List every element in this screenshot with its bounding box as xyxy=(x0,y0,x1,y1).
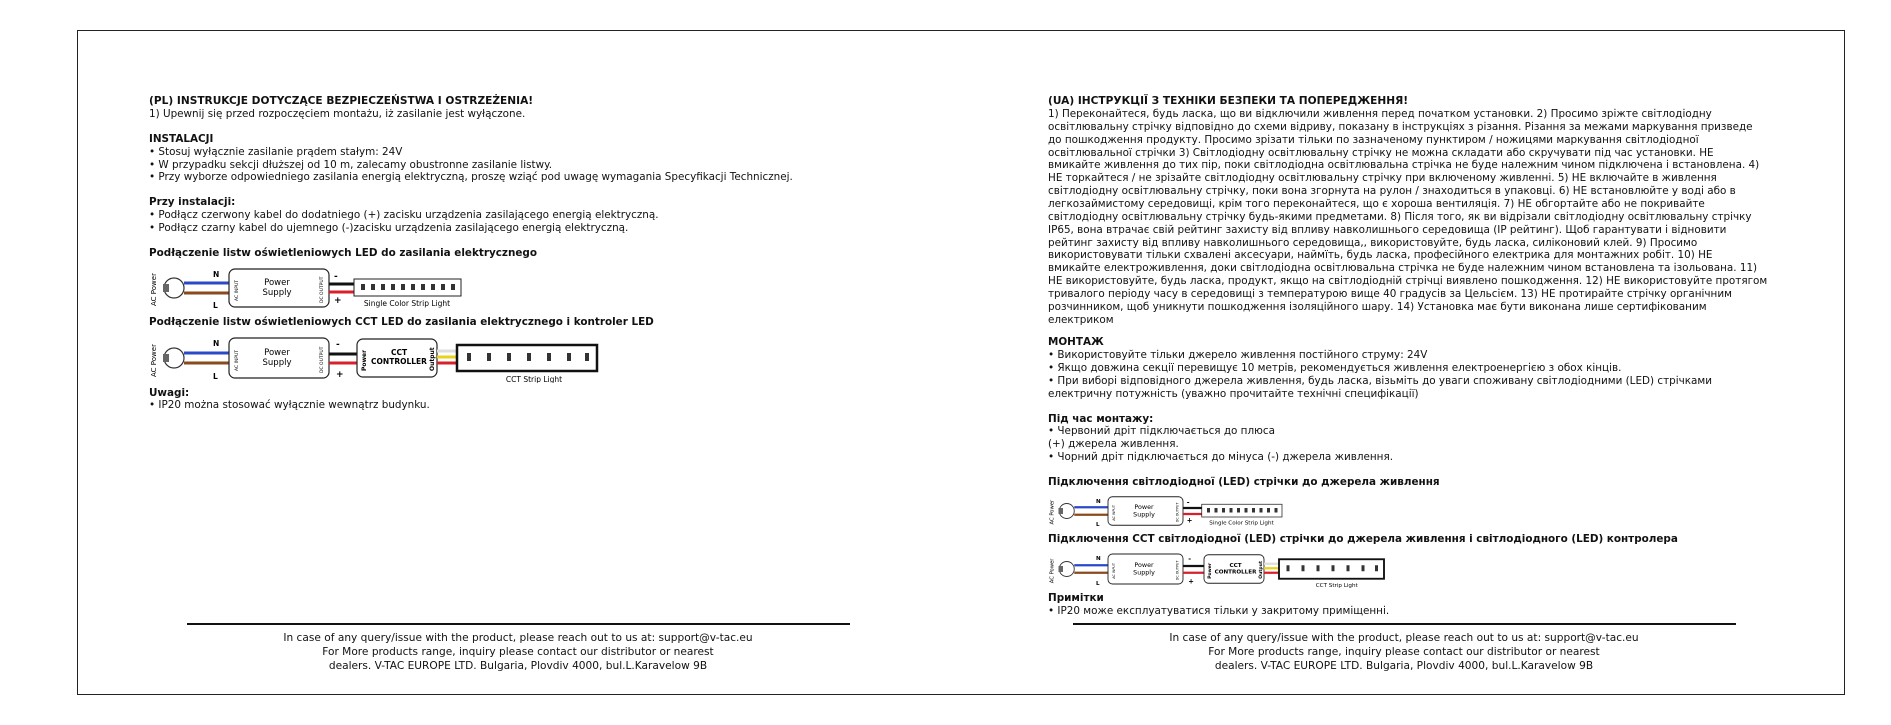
pl-title: (PL) INSTRUKCJE DOTYCZĄCE BEZPIECZEŃSTWA I OSTRZEŻENIA! xyxy=(149,95,534,107)
ua-footer-rule xyxy=(1073,623,1736,625)
cct-label: CCT xyxy=(390,347,408,357)
ua-during-section xyxy=(1048,413,1768,464)
minus-label: - xyxy=(336,339,340,350)
pl-footer-line2: For More products range, inquiry please contact our distributor or nearest xyxy=(322,645,714,658)
pl-install-item: • Przy wyborze odpowiedniego zasilania energią elektryczną, proszę wziąć pod uwagę wymagania Specyfikacji Technicznej. xyxy=(149,171,793,184)
pl-install-item: • W przypadku sekcji dłuższej od 10 m, zalecamy obustronne zasilanie listwy. xyxy=(149,158,553,171)
pl-column xyxy=(149,95,899,412)
dc-output-label: DC OUTPUT xyxy=(1175,502,1180,523)
l-label: L xyxy=(1096,580,1100,587)
pl-notes-title: Uwagi: xyxy=(149,386,190,399)
pl-diagram1-section xyxy=(149,247,899,312)
ua-diagram2-section xyxy=(1048,533,1768,588)
ua-notes-section xyxy=(1048,592,1768,618)
controller-power-label: Power xyxy=(1207,562,1213,579)
plug-prong xyxy=(1059,566,1064,572)
ua-during-item: • Чорний дріт підключається до мінуса (-) джерела живлення. xyxy=(1048,451,1394,464)
ua-cct-diagram xyxy=(1048,550,1468,588)
ua-intro-p1: 1) Переконайтеся, будь ласка, що ви відключили живлення перед початком установки. 2) Просимо зріжте світлодіодну освітлювальну стрічку відповідно до схеми відриву, показану в інструкціях з різання. Різання за межами маркування призведе до пошкодження продукту. Просимо зрізати тільки по зазначеному пунктиром / ножицями маркування світлодіодної освітлювальної стрічки 3) Світлодіодну освітлювальну стрічку не можна складати або скручувати під час установки. НЕ вмикайте живлення до тих пір, поки світлодіодна освітлювальна стрічка не буде належним чином підключена і встановлена. 4) НЕ торкайтеся / не зрізайте світлодіодну освітлювальну стрічку при включеному живленні. 5) НЕ включайте в живлення світлодіодну освітлювальну стрічку, поки вона згорнута на рулон / знаходиться в упаковці. 6) НЕ встановлюйте у воді або в легкозаймистому середовищі, крім того переконайтеся, що є хороша вентиляція. 7) НЕ обгортайте або не покривайте світлодіодну освітлювальну стрічку будь-якими предметами. 8) Після того, як ви відрізали світлодіодну освітлювальну стрічку IP65, вона втрачає свій рейтинг захисту від впливу навколишнього середовища (IP рейтинг). Щоб гарантувати і відновити рейтинг захисту від впливу навколишнього середовища,, використовуйте, будь ласка, силіконовий клей. 9) Просимо використовувати тільки схвалені аксесуари, наймїть, будь ласка, професійного електрика для монтажних робіт. 10) НЕ вмикайте електроживлення, доки світлодіодна освітлювальна стрічка не буде належним чином встановлена та ізольована. 11) НЕ використовуйте, будь ласка, продукт, якщо на світлодіодній стрічці виявлено пошкодження. 12) НЕ використовуйте протягом тривалого періоду часу в середовищі з температурою вище 40 градусів за Цельсієм. 13) НЕ протирайте стрічку органічним розчинником, щоб уникнути пошкодження ізоляційного шару. 14) Установка має бути виконана лише сертифікованим електриком xyxy=(1048,108,1768,326)
n-label: N xyxy=(213,338,220,348)
ua-diagram1-section xyxy=(1048,476,1768,529)
pl-during-item: • Podłącz czarny kabel do ujemnego (-)zacisku urządzenia zasilającego energią elektryczną. xyxy=(149,221,629,234)
ua-title: (UA) ІНСТРУКЦІЇ З ТЕХНІКИ БЕЗПЕКИ ТА ПОПЕРЕДЖЕННЯ! xyxy=(1048,95,1409,107)
ua-intro xyxy=(1048,108,1768,326)
pl-install-section xyxy=(149,133,899,184)
pl-intro-p1: 1) Upewnij się przed rozpoczęciem montażu, iż zasilanie jest wyłączone. xyxy=(149,108,526,121)
pl-intro xyxy=(149,108,899,121)
supply-label: Supply xyxy=(1133,567,1155,576)
ua-diagram2-title: Підключення CCT світлодіодної (LED) стрічки до джерела живлення і світлодіодного (LED) контролера xyxy=(1048,532,1678,545)
pl-diagram1-title: Podłączenie listw oświetleniowych LED do zasilania elektrycznego xyxy=(149,246,537,259)
plus-label: + xyxy=(1188,576,1194,585)
supply-label: Supply xyxy=(262,287,292,298)
minus-label: - xyxy=(1188,554,1192,563)
cct-strip-label: CCT Strip Light xyxy=(1315,582,1358,588)
plug-prong xyxy=(1059,508,1064,514)
pl-notes-section xyxy=(149,387,899,413)
ac-input-label: AC INPUT xyxy=(235,279,240,301)
pl-footer-line1: In case of any query/issue with the product, please reach out to us at: support@v-tac.eu xyxy=(283,632,753,644)
ac-power-label: AC Power xyxy=(150,343,158,377)
ua-install-item: • Якщо довжина секції перевищує 10 метрів, рекомендується живлення електроенергією з обох кінців. xyxy=(1048,362,1622,375)
n-label: N xyxy=(1096,498,1101,505)
controller-label: CONTROLLER xyxy=(371,356,427,366)
pl-diagram2-title: Podłączenie listw oświetleniowych CCT LED do zasilania elektrycznego i kontroler LED xyxy=(149,315,654,328)
ua-notes-title: Примітки xyxy=(1048,591,1104,604)
dc-output-label: DC OUTPUT xyxy=(1175,560,1180,580)
ua-install-item: • Використовуйте тільки джерело живлення постійного струму: 24V xyxy=(1048,349,1428,362)
single-color-strip-label: Single Color Strip Light xyxy=(1209,520,1274,527)
pl-footer-line3: dealers. V-TAC EUROPE LTD. Bulgaria, Plovdiv 4000, bul.L.Karavelow 9B xyxy=(328,659,708,672)
dc-output-label: DC OUTPUT xyxy=(320,346,325,373)
pl-during-item: • Podłącz czerwony kabel do dodatniego (+) zacisku urządzenia zasilającego energią elektryczną. xyxy=(149,209,659,222)
pl-single-color-diagram xyxy=(149,264,549,312)
ua-footer-line1: In case of any query/issue with the product, please reach out to us at: support@v-tac.eu xyxy=(1169,632,1639,644)
controller-label: CONTROLLER xyxy=(1214,569,1257,576)
plus-label: + xyxy=(336,369,344,380)
ac-power-label: AC Power xyxy=(1049,558,1056,583)
l-label: L xyxy=(1096,521,1100,528)
plus-label: + xyxy=(334,295,342,306)
ua-install-title: МОНТАЖ xyxy=(1048,336,1104,349)
l-label: L xyxy=(213,371,218,381)
n-label: N xyxy=(1096,555,1101,562)
dc-output-label: DC OUTPUT xyxy=(320,276,325,303)
controller-output-label: Output xyxy=(429,346,436,371)
pl-notes-item: • IP20 można stosować wyłącznie wewnątrz budynku. xyxy=(149,399,430,412)
pl-during-section xyxy=(149,196,899,235)
power-label: Power xyxy=(264,277,290,288)
plus-label: + xyxy=(1186,516,1193,525)
pl-install-title: INSTALACJI xyxy=(149,132,214,145)
pl-during-title: Przy instalacji: xyxy=(149,196,236,209)
supply-label: Supply xyxy=(1133,510,1155,519)
ua-footer-line2: For More products range, inquiry please contact our distributor or nearest xyxy=(1208,645,1600,658)
ua-install-section xyxy=(1048,336,1768,400)
ac-input-label: AC INPUT xyxy=(235,349,240,371)
ac-input-label: AC INPUT xyxy=(1111,562,1116,579)
pl-cct-diagram xyxy=(149,333,709,383)
ac-power-label: AC Power xyxy=(150,272,158,306)
controller-output-label: Output xyxy=(1258,560,1264,579)
ua-footer xyxy=(1094,632,1714,673)
cct-strip-label: CCT Strip Light xyxy=(505,374,563,383)
ua-install-item: • При виборі відповідного джерела живлення, будь ласка, візьміть до уваги споживану світлодіодними (LED) стрічками електричну потужність (уважно прочитайте технічні специфікації) xyxy=(1048,374,1713,400)
ua-notes-item: • IP20 може експлуатуватися тільки у закритому приміщенні. xyxy=(1048,604,1390,617)
ua-diagram1-title: Підключення світлодіодної (LED) стрічки до джерела живлення xyxy=(1048,476,1440,489)
cct-label: CCT xyxy=(1229,562,1242,569)
ac-power-label: AC Power xyxy=(1049,499,1056,525)
ac-input-label: AC INPUT xyxy=(1111,504,1116,521)
single-color-strip-label: Single Color Strip Light xyxy=(363,298,451,308)
pl-footer xyxy=(208,632,828,673)
power-label: Power xyxy=(264,347,290,358)
n-label: N xyxy=(213,269,220,279)
ua-during-item: (+) джерела живлення. xyxy=(1048,438,1179,451)
power-label: Power xyxy=(1134,502,1154,511)
ua-column xyxy=(1048,95,1768,617)
minus-label: - xyxy=(1186,498,1190,507)
ua-during-title: Під час монтажу: xyxy=(1048,412,1154,425)
controller-power-label: Power xyxy=(361,349,368,371)
supply-label: Supply xyxy=(262,357,292,368)
plug-prong xyxy=(163,284,169,292)
pl-footer-rule xyxy=(187,623,850,625)
l-label: L xyxy=(213,300,218,310)
ua-single-color-diagram xyxy=(1048,493,1348,529)
pl-install-item: • Stosuj wyłącznie zasilanie prądem stałym: 24V xyxy=(149,145,403,158)
minus-label: - xyxy=(334,271,338,282)
plug-prong xyxy=(163,354,169,362)
ua-during-item: • Червоний дріт підключається до плюса xyxy=(1048,425,1275,438)
power-label: Power xyxy=(1134,560,1154,569)
pl-diagram2-section xyxy=(149,316,899,383)
ua-footer-line3: dealers. V-TAC EUROPE LTD. Bulgaria, Plovdiv 4000, bul.L.Karavelow 9B xyxy=(1214,659,1594,672)
